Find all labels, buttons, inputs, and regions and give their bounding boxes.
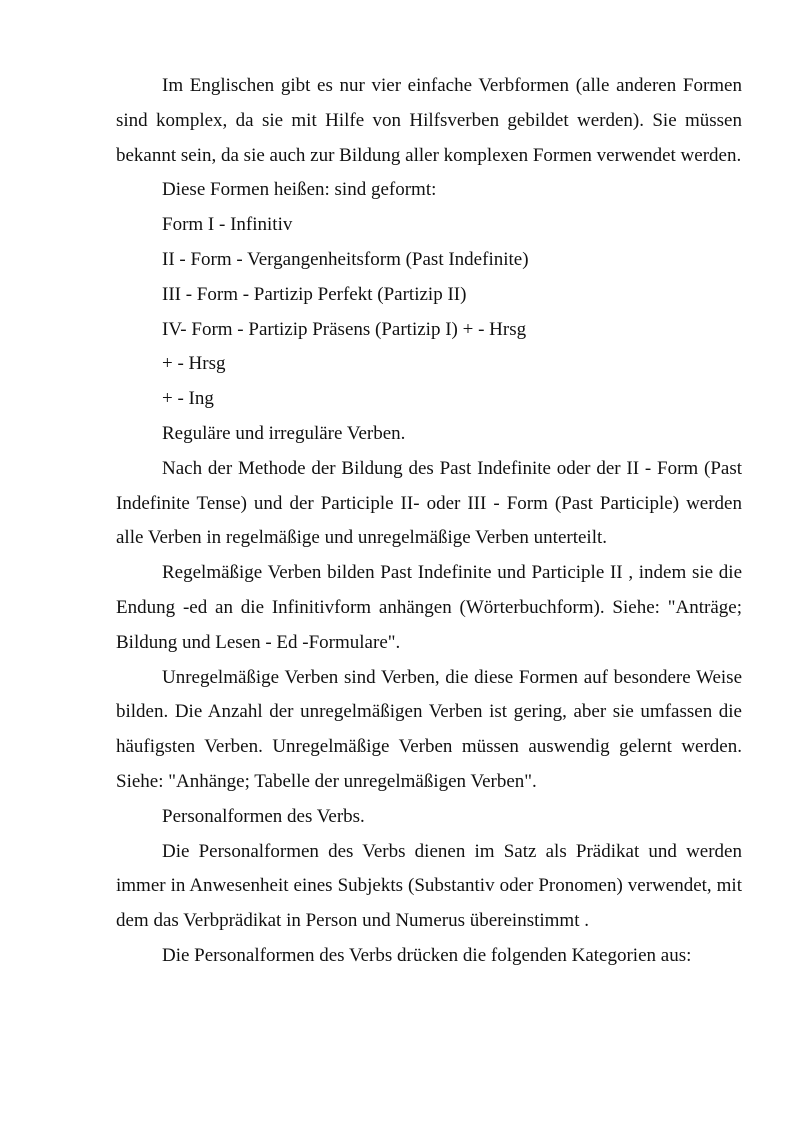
paragraph-regular-verbs: Regelmäßige Verben bilden Past Indefinite und Participle II , indem sie die Endung -ed an die Infinitivform anhängen (Wörterbuchform). Siehe: "Anträge; Bildung und Lesen - Ed -Formulare".	[116, 562, 742, 653]
paragraph-classification: Nach der Methode der Bildung des Past Indefinite oder der II - Form (Past Indefinite Tense) und der Participle II- oder III - Form (Past Participle) werden alle Verben in regelmäßige und unregelmäßige Verben unterteilt.	[116, 457, 742, 549]
document-body	[116, 69, 742, 974]
list-item-form-3: III - Form - Partizip Perfekt (Partizip II)	[162, 283, 467, 305]
list-item-form-1: Form I - Infinitiv	[162, 214, 293, 236]
paragraph-personal-forms: Die Personalformen des Verbs dienen im Satz als Prädikat und werden immer in Anwesenheit eines Subjekts (Substantiv oder Pronomen) verwendet, mit dem das Verbprädikat in Person und Numerus übereinstimmt .	[116, 840, 742, 932]
list-item-form-4: IV- Form - Partizip Präsens (Partizip I) + - Hrsg	[162, 318, 527, 340]
paragraph-categories: Die Personalformen des Verbs drücken die folgenden Kategorien aus:	[162, 944, 692, 966]
section-heading-regular-irregular: Reguläre und irreguläre Verben.	[162, 422, 406, 444]
paragraph-forms-named: Diese Formen heißen: sind geformt:	[162, 179, 437, 201]
list-item-form-2: II - Form - Vergangenheitsform (Past Indefinite)	[162, 248, 529, 270]
section-heading-personal-forms: Personalformen des Verbs.	[162, 805, 365, 827]
list-item-suffix-hrsg: + - Hrsg	[162, 353, 226, 375]
paragraph-irregular-verbs: Unregelmäßige Verben sind Verben, die diese Formen auf besondere Weise bilden. Die Anzahl der unregelmäßigen Verben ist gering, aber sie umfassen die häufigsten Verben. Unregelmäßige Verben müssen auswendig gelernt werden. Siehe: "Anhänge; Tabelle der unregelmäßigen Verben".	[116, 666, 742, 792]
list-item-suffix-ing: + - Ing	[162, 388, 214, 410]
paragraph-verb-forms-intro: Im Englischen gibt es nur vier einfache Verbformen (alle anderen Formen sind komplex, da sie mit Hilfe von Hilfsverben gebildet werden). Sie müssen bekannt sein, da sie auch zur Bildung aller komplexen Formen verwendet werden.	[116, 75, 742, 166]
